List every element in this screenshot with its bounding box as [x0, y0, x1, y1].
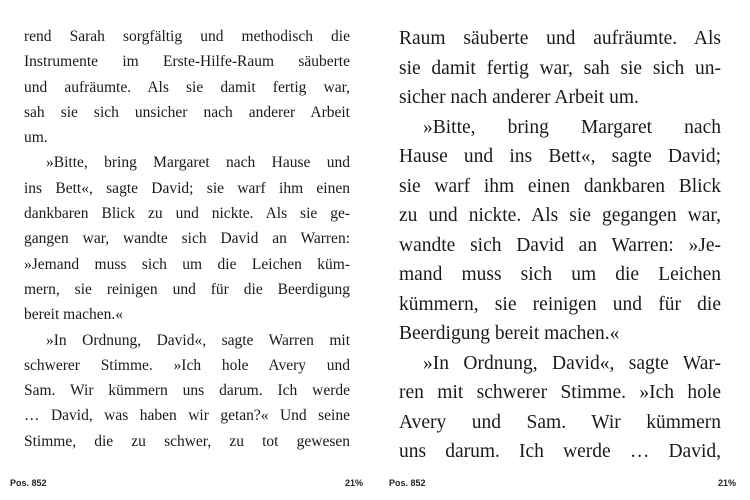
text-line: sie damit fertig war, sah sie sich un- — [399, 57, 721, 79]
text-line: »Bitte, bring Margaret nach — [423, 116, 721, 138]
location-indicator: Pos. 852 — [10, 478, 47, 488]
text-line: Avery und Sam. Wir kümmern — [399, 411, 721, 433]
text-line: kümmern, sie reinigen und für die — [399, 293, 721, 315]
text-line: Instrumente im Erste-Hilfe-Raum säuberte — [24, 53, 350, 71]
text-line: Raum säuberte und aufräumte. Als — [399, 28, 721, 49]
text-line: sicher nach anderer Arbeit um. — [399, 87, 639, 108]
text-line: mern, sie reinigen und für die Beerdigung — [24, 280, 350, 298]
text-line: uns darum. Ich werde … David, — [399, 441, 721, 462]
text-line: um. — [24, 129, 48, 147]
text-line: »Jemand muss sich um die Leichen küm- — [24, 255, 350, 273]
text-line: ins Bett«, sagte David; sie warf ihm einen — [24, 179, 350, 197]
text-line: gangen war, wandte sich David an Warren: — [24, 230, 350, 248]
right-page[interactable] — [375, 0, 750, 500]
progress-percent: 21% — [717, 478, 736, 488]
text-line: Hause und ins Bett«, sagte David; — [399, 146, 721, 167]
right-page-footer — [389, 478, 736, 492]
text-line: sie warf ihm einen dankbaren Blick — [399, 175, 721, 197]
left-page-footer — [10, 478, 363, 492]
text-line: zu und nickte. Als sie gegangen war, — [399, 205, 721, 226]
text-line: Beerdigung bereit machen.« — [399, 323, 620, 344]
text-line: ren mit schwerer Stimme. »Ich hole — [399, 382, 721, 403]
location-indicator: Pos. 852 — [389, 478, 426, 488]
text-line: schwerer Stimme. »Ich hole Avery und — [24, 356, 350, 374]
progress-percent: 21% — [344, 478, 363, 488]
text-line: dankbaren Blick zu und nickte. Als sie ge- — [24, 205, 350, 223]
text-line: … David, was haben wir getan?« Und seine — [24, 407, 350, 425]
text-line: und aufräumte. Als sie damit fertig war, — [24, 78, 350, 96]
text-line: sah sie sich unsicher nach anderer Arbeit — [24, 103, 350, 121]
text-line: Stimme, die zu schwer, zu tot gewesen — [24, 432, 350, 450]
text-line: »In Ordnung, David«, sagte Warren mit — [46, 331, 350, 349]
right-page-text — [399, 24, 721, 467]
text-line: Sam. Wir kümmern uns darum. Ich werde — [24, 382, 350, 400]
text-line: »In Ordnung, David«, sagte War- — [423, 352, 721, 374]
text-line: wandte sich David an Warren: »Je- — [399, 234, 721, 256]
text-line: bereit machen.« — [24, 306, 123, 324]
text-line: rend Sarah sorgfältig und methodisch die — [24, 28, 350, 45]
left-page-text — [24, 24, 350, 454]
text-line: »Bitte, bring Margaret nach Hause und — [46, 154, 350, 172]
text-line: mand muss sich um die Leichen — [399, 264, 721, 285]
